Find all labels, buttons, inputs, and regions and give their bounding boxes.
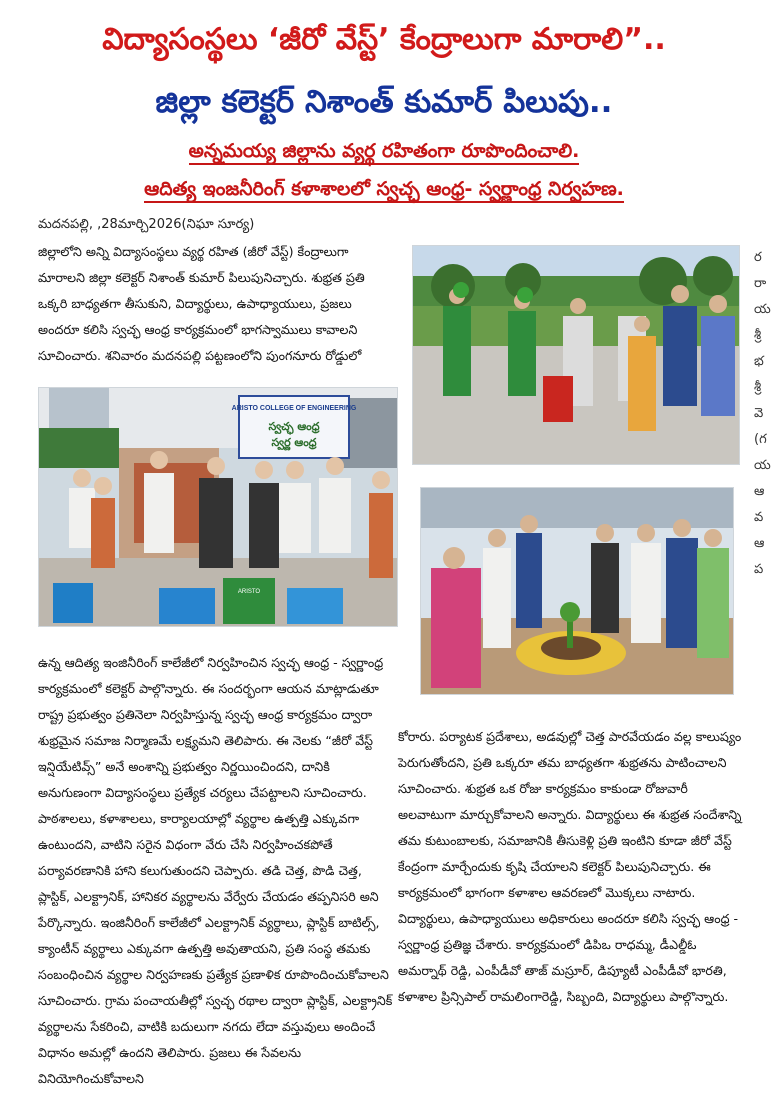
- fragment-line: ర: [754, 250, 762, 265]
- paragraph: జిల్లాలోని అన్ని విద్యాసంస్థలు వ్యర్థ రహిత (జీరో వేస్ట్) కేంద్రాలుగా మారాలని జిల్లా కలెక్టర్ నిశాంత్ కుమార్ పిలుపునిచ్చారు. శుభ్రత ప్రతి ఒక్కరి బాధ్యతగా తీసుకుని, విద్యార్థులు, ఉపాధ్యాయులు, ప్రజలు అందరూ కలిసి స్వచ్ఛ ఆంధ్ర కార్యక్రమంలో భాగస్వాములు కావాలని సూచించారు. శనివారం మదనపల్లి పట్టణంలోని పుంగనూరు రోడ్డులో: [38, 244, 365, 363]
- fragment-line: వె: [754, 406, 764, 421]
- fragment-line: ప: [754, 562, 764, 577]
- paragraph: ఉన్న ఆదిత్య ఇంజినీరింగ్ కాలేజీలో నిర్వహించిన స్వచ్ఛ ఆంధ్ర - స్వర్ణాంధ్ర కార్యక్రమంలో కలెక్టర్ పాల్గొన్నారు. ఈ సందర్భంగా ఆయన మాట్లాడుతూ రాష్ట్ర ప్రభుత్వం ప్రతినెలా నిర్వహిస్తున్న స్వచ్ఛ ఆంధ్ర కార్యక్రమం ద్వారా శుభ్రమైన సమాజ నిర్మాణమే లక్ష్యమని తెలిపారు. ఈ నెలకు “జీరో వేస్ట్ ఇన్షియేటివ్స్” అనే అంశాన్ని ప్రభుత్వం నిర్ణయించిందని, దానికి అనుగుణంగా విద్యాసంస్థలు ప్రత్యేక చర్యలు చేపట్టాలని సూచించారు. పాఠశాలలు, కళాశాలలు, కార్యాలయాల్లో వ్యర్థాల ఉత్పత్తి ఎక్కువగా ఉంటుందని, వాటిని సరైన విధంగా వేరు చేసి నిర్వహించకపోతే పర్యావరణానికి హాని కలుగుతుందని చెప్పారు. తడి చెత్త, పొడి చెత్త, ప్లాస్టిక్, ఎలక్ట్రానిక్, హానికర వ్యర్థాలను వేర్వేరు చేయడం తప్పనిసరి అని పేర్కొన్నారు. ఇంజినీరింగ్ కాలేజీలో ఎలక్ట్రానిక్ వ్యర్థాలు, ప్లాస్టిక్ బాటిల్స్, క్యాంటీన్ వ్యర్థాలు ఎక్కువగా ఉత్పత్తి అవుతాయని, ప్రతి సంస్థ తమకు సంబంధించిన వ్యర్థాల నిర్వహణకు ప్రత్యేక ప్రణాళిక రూపొందించుకోవాలని సూచించారు. గ్రామ పంచాయతీల్లో స్వచ్ఛ రథాల ద్వారా ప్లాస్టిక్, ఎలక్ట్రానిక్ వ్యర్థాలను సేకరించి, వాటికి బదులుగా నగదు లేదా వస్తువులు అందించే విధానం అమల్లో ఉందని తెలిపారు. ప్రజలు ఈ సేవలను వినియోగించుకోవాలని: [38, 655, 393, 1086]
- subheadline-2: [0, 178, 768, 205]
- fragment-line: వ: [754, 510, 764, 525]
- fragment-line: య: [754, 458, 771, 473]
- adjacent-column-fragment: [754, 245, 771, 625]
- article-body-col2: [398, 724, 742, 1054]
- headline-main: విద్యాసంస్థలు ‘జీరో వేస్ట్’ కేంద్రాలుగా మారాలి”..: [102, 22, 666, 57]
- fragment-line: శ్రీ: [754, 380, 762, 395]
- article-body-col1-bottom: [38, 650, 396, 1090]
- photo-outdoor-cleanup: [412, 245, 740, 465]
- fragment-line: భ: [754, 354, 764, 369]
- subheadline-1: [0, 140, 768, 167]
- fragment-line: ఆ: [754, 484, 765, 499]
- dateline: మదనపల్లి, ,28మార్చి2026(నిఘా సూర్య): [38, 217, 255, 232]
- fragment-line: (గ: [754, 432, 767, 447]
- bin-label: ARISTO: [237, 589, 261, 595]
- article-body-col1-top: [38, 239, 390, 371]
- fragment-line: య: [754, 302, 771, 317]
- banner-slogan-2: స్వర్ణ ఆంధ్ర: [271, 436, 317, 449]
- banner-college: ARISTO COLLEGE OF ENGINEERING: [231, 405, 357, 412]
- photo-collector-bins: [38, 387, 398, 627]
- fragment-line: శ్రీ: [754, 328, 762, 343]
- subheadline-2-text: ఆదిత్య ఇంజనీరింగ్ కళాశాలలో స్వచ్ఛ ఆంధ్ర- స్వర్ణాంధ్ర నిర్వహణ.: [144, 178, 624, 203]
- fragment-line: రా: [754, 276, 767, 291]
- banner-slogan-1: స్వచ్ఛ ఆంధ్ర: [268, 420, 320, 433]
- banner: [232, 396, 357, 458]
- headline-secondary: జిల్లా కలెక్టర్ నిశాంత్ కుమార్ పిలుపు..: [155, 84, 613, 120]
- paragraph: కోరారు. పర్యాటక ప్రదేశాలు, అడవుల్లో చెత్త పారవేయడం వల్ల కాలుష్యం పెరుగుతోందని, ప్రతి ఒక్కరూ తమ బాధ్యతగా శుభ్రతను పాటించాలని సూచించారు. శుభ్రత ఒక రోజు కార్యక్రమం కాకుండా రోజువారీ అలవాటుగా మార్చుకోవాలని అన్నారు. విద్యార్థులు ఈ శుభ్రత సందేశాన్ని తమ కుటుంబాలకు, సమాజానికి తీసుకెళ్లి ప్రతి ఇంటిని కూడా జీరో వేస్ట్ కేంద్రంగా మార్చేందుకు కృషి చేయాలని కలెక్టర్ పిలుపునిచ్చారు. ఈ కార్యక్రమంలో భాగంగా కళాశాల ఆవరణలో మొక్కలు నాటారు. విద్యార్థులు, ఉపాధ్యాయులు అధికారులు అందరూ కలిసి స్వచ్ఛ ఆంధ్ర - స్వర్ణాంధ్ర ప్రతిజ్ఞ చేశారు. కార్యక్రమంలో డిపిఒ రాధమ్మ, డీఎల్డీఓ అమర్నాథ్ రెడ్డి, ఎంపీడీవో తాజ్ మస్రూర్, డిప్యూటీ ఎంపీడీవో భారతి, కళాశాల ప్రిన్సిపాల్ రామలింగారెడ్డి, సిబ్బంది, విద్యార్థులు పాల్గొన్నారు.: [398, 729, 742, 1004]
- fragment-line: ఆ: [754, 536, 765, 551]
- subheadline-1-text: అన్నమయ్య జిల్లాను వ్యర్థ రహితంగా రూపొందించాలి.: [189, 140, 580, 165]
- photo-tree-planting: [420, 487, 734, 695]
